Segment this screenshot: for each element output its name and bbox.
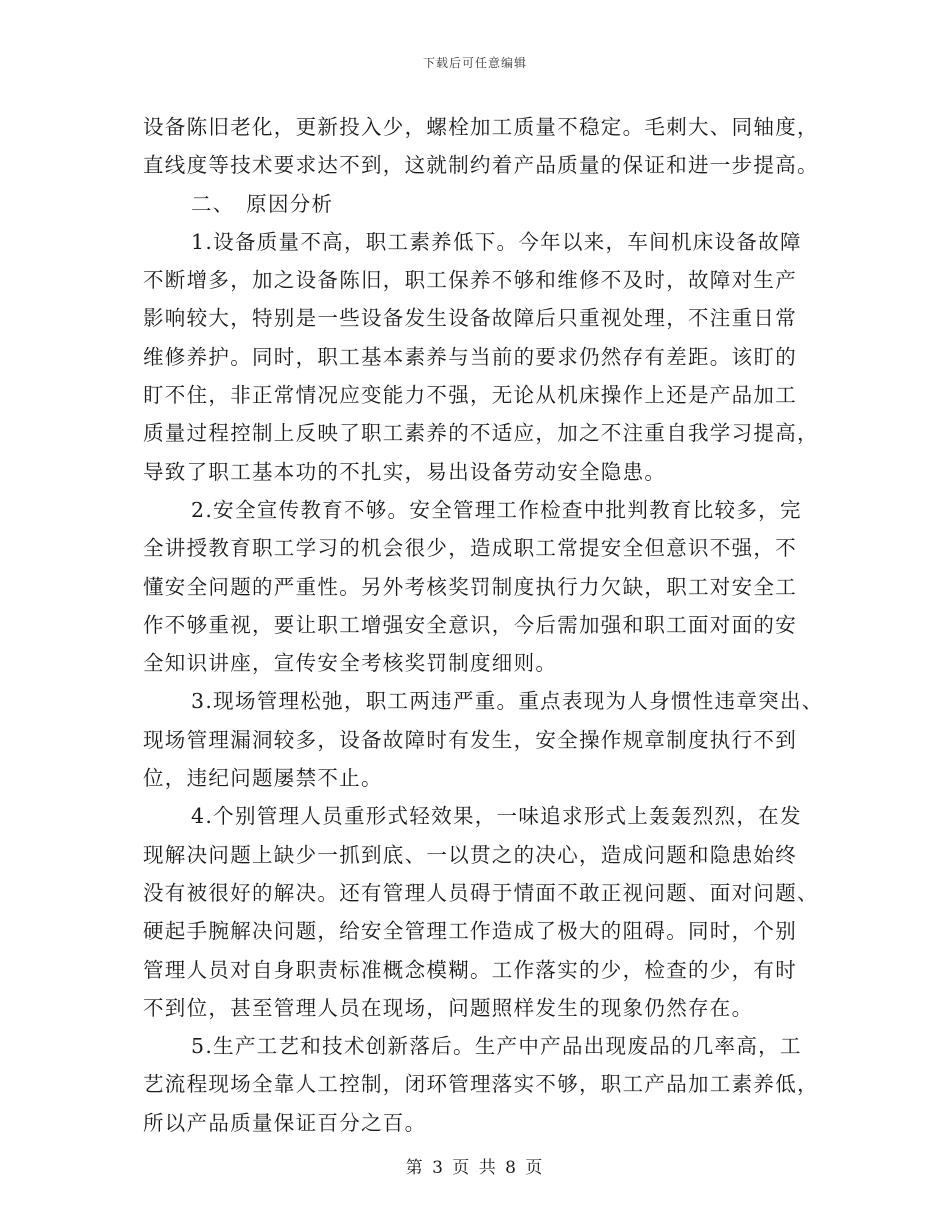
text-line: 1.设备质量不高，职工素养低下。今年以来，车间机床设备故障: [191, 229, 802, 254]
text-line: 现场管理漏洞较多，设备故障时有发生，安全操作规章制度执行不到: [143, 727, 797, 752]
text-line: 维修养护。同时，职工基本素养与当前的要求仍然存有差距。该盯的: [143, 344, 797, 369]
text-line: 直线度等技术要求达不到，这就制约着产品质量的保证和进一步提高。: [143, 153, 819, 178]
page-number-footer: 第 3 页 共 8 页: [405, 1158, 545, 1178]
text-line: 艺流程现场全靠人工控制，闭环管理落实不够，职工产品加工素养低，: [143, 1072, 819, 1097]
text-line: 所以产品质量保证百分之百。: [143, 1110, 427, 1135]
text-line: 管理人员对自身职责标准概念模糊。工作落实的少，检查的少，有时: [143, 957, 797, 982]
text-line: 4.个别管理人员重形式轻效果，一味追求形式上轰轰烈烈，在发: [191, 804, 802, 829]
text-line: 全知识讲座，宣传安全考核奖罚制度细则。: [143, 651, 558, 676]
document-body: [143, 108, 824, 1142]
text-line: 位，违纪问题屡禁不止。: [143, 766, 383, 791]
text-line: 作不够重视，要让职工增强安全意识，今后需加强和职工面对面的安: [143, 612, 797, 637]
text-line: 硬起手腕解决问题，给安全管理工作造成了极大的阻碍。同时，个别: [143, 919, 797, 944]
text-line: 全讲授教育职工学习的机会很少，造成职工常提安全但意识不强，不: [143, 536, 797, 561]
text-line: 质量过程控制上反映了职工素养的不适应，加之不注重自我学习提高，: [143, 421, 819, 446]
section-heading: 二、 原因分析: [191, 191, 334, 216]
text-line: 懂安全问题的严重性。另外考核奖罚制度执行力欠缺，职工对安全工: [143, 574, 797, 599]
page-header: 下载后可任意编辑: [422, 56, 527, 70]
text-line: 设备陈旧老化，更新投入少，螺栓加工质量不稳定。毛刺大、同轴度，: [143, 115, 819, 139]
text-line: 不到位，甚至管理人员在现场，问题照样发生的现象仍然存在。: [143, 995, 754, 1020]
text-line: 导致了职工基本功的不扎实，易出设备劳动安全隐患。: [143, 459, 667, 484]
text-line: 2.安全宣传教育不够。安全管理工作检查中批判教育比较多，完: [191, 497, 802, 522]
text-line: 盯不住，非正常情况应变能力不强，无论从机床操作上还是产品加工: [143, 383, 797, 408]
text-line: 影响较大，特别是一些设备发生设备故障后只重视处理，不注重日常: [143, 306, 797, 331]
text-line: 3.现场管理松弛，职工两违严重。重点表现为人身惯性违章突出、: [191, 689, 824, 714]
text-line: 5.生产工艺和技术创新落后。生产中产品出现废品的几率高，工: [191, 1034, 802, 1059]
text-line: 没有被很好的解决。还有管理人员碍于情面不敢正视问题、面对问题、: [143, 880, 819, 905]
text-line: 现解决问题上缺少一抓到底、一以贯之的决心，造成问题和隐患始终: [143, 842, 797, 867]
text-line: 不断增多，加之设备陈旧，职工保养不够和维修不及时，故障对生产: [143, 268, 797, 293]
